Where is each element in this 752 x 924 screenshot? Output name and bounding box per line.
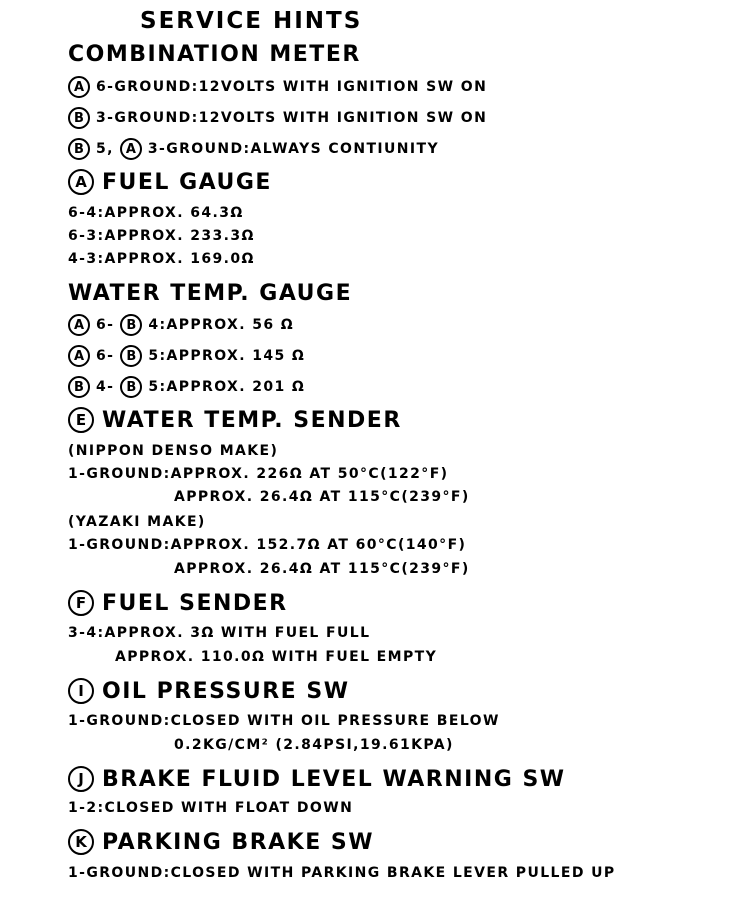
connector-b-badge: B: [120, 314, 142, 336]
connector-a-badge: A: [120, 138, 142, 160]
connector-b-badge: B: [68, 376, 90, 398]
yazaki-label: (YAZAKI MAKE): [68, 514, 206, 530]
fuel-gauge-heading: [68, 169, 272, 195]
yazaki-line-1: 1-GROUND:APPROX. 152.7Ω AT 60°C(140°F): [68, 537, 467, 553]
combination-meter-line-2-text: 3-GROUND:12VOLTS WITH IGNITION SW ON: [96, 110, 488, 126]
combination-meter-line-1: [68, 76, 487, 98]
yazaki-line-2: APPROX. 26.4Ω AT 115°C(239°F): [174, 561, 470, 577]
parking-brake-sw-line-1: 1-GROUND:CLOSED WITH PARKING BRAKE LEVER PULLED UP: [68, 865, 616, 881]
parking-brake-sw-heading-text: PARKING BRAKE SW: [102, 829, 375, 855]
water-temp-gauge-line-2: [68, 345, 305, 367]
oil-pressure-sw-line-2: 0.2KG/CM² (2.84PSI,19.61KPA): [174, 737, 454, 753]
brake-fluid-sw-heading: [68, 766, 566, 792]
connector-a-badge: A: [68, 169, 94, 195]
parking-brake-sw-heading: [68, 829, 374, 855]
connector-j-badge: J: [68, 766, 94, 792]
combination-meter-line-2: [68, 107, 487, 129]
water-temp-gauge-line-1: [68, 314, 294, 336]
combination-meter-heading: [68, 42, 361, 67]
water-temp-gauge-line-1-mid: 6-: [96, 317, 115, 333]
combination-meter-line-1-text: 6-GROUND:12VOLTS WITH IGNITION SW ON: [96, 79, 488, 95]
nippon-denso-label: (NIPPON DENSO MAKE): [68, 443, 279, 459]
water-temp-sender-heading-text: WATER TEMP. SENDER: [102, 407, 402, 433]
fuel-sender-line-2: APPROX. 110.0Ω WITH FUEL EMPTY: [115, 649, 438, 665]
water-temp-gauge-line-1-text: 4:APPROX. 56 Ω: [148, 317, 295, 333]
combination-meter-line-3-text: 3-GROUND:ALWAYS CONTIUNITY: [147, 141, 440, 157]
combination-meter-line-3: [68, 138, 439, 160]
fuel-sender-heading: [68, 590, 288, 616]
nippon-denso-line-1: 1-GROUND:APPROX. 226Ω AT 50°C(122°F): [68, 466, 449, 482]
connector-k-badge: K: [68, 829, 94, 855]
water-temp-gauge-line-3-text: 5:APPROX. 201 Ω: [148, 379, 306, 395]
fuel-gauge-heading-text: FUEL GAUGE: [102, 169, 272, 195]
fuel-gauge-line-2: 6-3:APPROX. 233.3Ω: [68, 228, 255, 244]
water-temp-sender-heading: [68, 407, 402, 433]
connector-e-badge: E: [68, 407, 94, 433]
oil-pressure-sw-heading: [68, 678, 349, 704]
page-title: SERVICE HINTS: [140, 8, 363, 34]
connector-a-badge: A: [68, 314, 90, 336]
connector-f-badge: F: [68, 590, 94, 616]
connector-a-badge: A: [68, 76, 90, 98]
oil-pressure-sw-heading-text: OIL PRESSURE SW: [102, 678, 350, 704]
connector-b-badge: B: [68, 138, 90, 160]
water-temp-gauge-heading-text: WATER TEMP. GAUGE: [68, 281, 353, 306]
nippon-denso-line-2: APPROX. 26.4Ω AT 115°C(239°F): [174, 489, 470, 505]
combination-meter-line-3-mid: 5,: [96, 141, 114, 157]
oil-pressure-sw-line-1: 1-GROUND:CLOSED WITH OIL PRESSURE BELOW: [68, 713, 500, 729]
connector-a-badge: A: [68, 345, 90, 367]
brake-fluid-sw-heading-text: BRAKE FLUID LEVEL WARNING SW: [102, 766, 566, 792]
connector-i-badge: I: [68, 678, 94, 704]
fuel-gauge-line-3: 4-3:APPROX. 169.0Ω: [68, 251, 255, 267]
water-temp-gauge-heading: [68, 281, 352, 306]
connector-b-badge: B: [120, 376, 142, 398]
connector-b-badge: B: [68, 107, 90, 129]
fuel-sender-heading-text: FUEL SENDER: [102, 590, 288, 616]
combination-meter-heading-text: COMBINATION METER: [68, 42, 361, 67]
fuel-sender-line-1: 3-4:APPROX. 3Ω WITH FUEL FULL: [68, 625, 371, 641]
water-temp-gauge-line-2-mid: 6-: [96, 348, 115, 364]
connector-b-badge: B: [120, 345, 142, 367]
brake-fluid-sw-line-1: 1-2:CLOSED WITH FLOAT DOWN: [68, 800, 354, 816]
water-temp-gauge-line-2-text: 5:APPROX. 145 Ω: [148, 348, 306, 364]
fuel-gauge-line-1: 6-4:APPROX. 64.3Ω: [68, 205, 244, 221]
water-temp-gauge-line-3: [68, 376, 305, 398]
water-temp-gauge-line-3-mid: 4-: [96, 379, 115, 395]
